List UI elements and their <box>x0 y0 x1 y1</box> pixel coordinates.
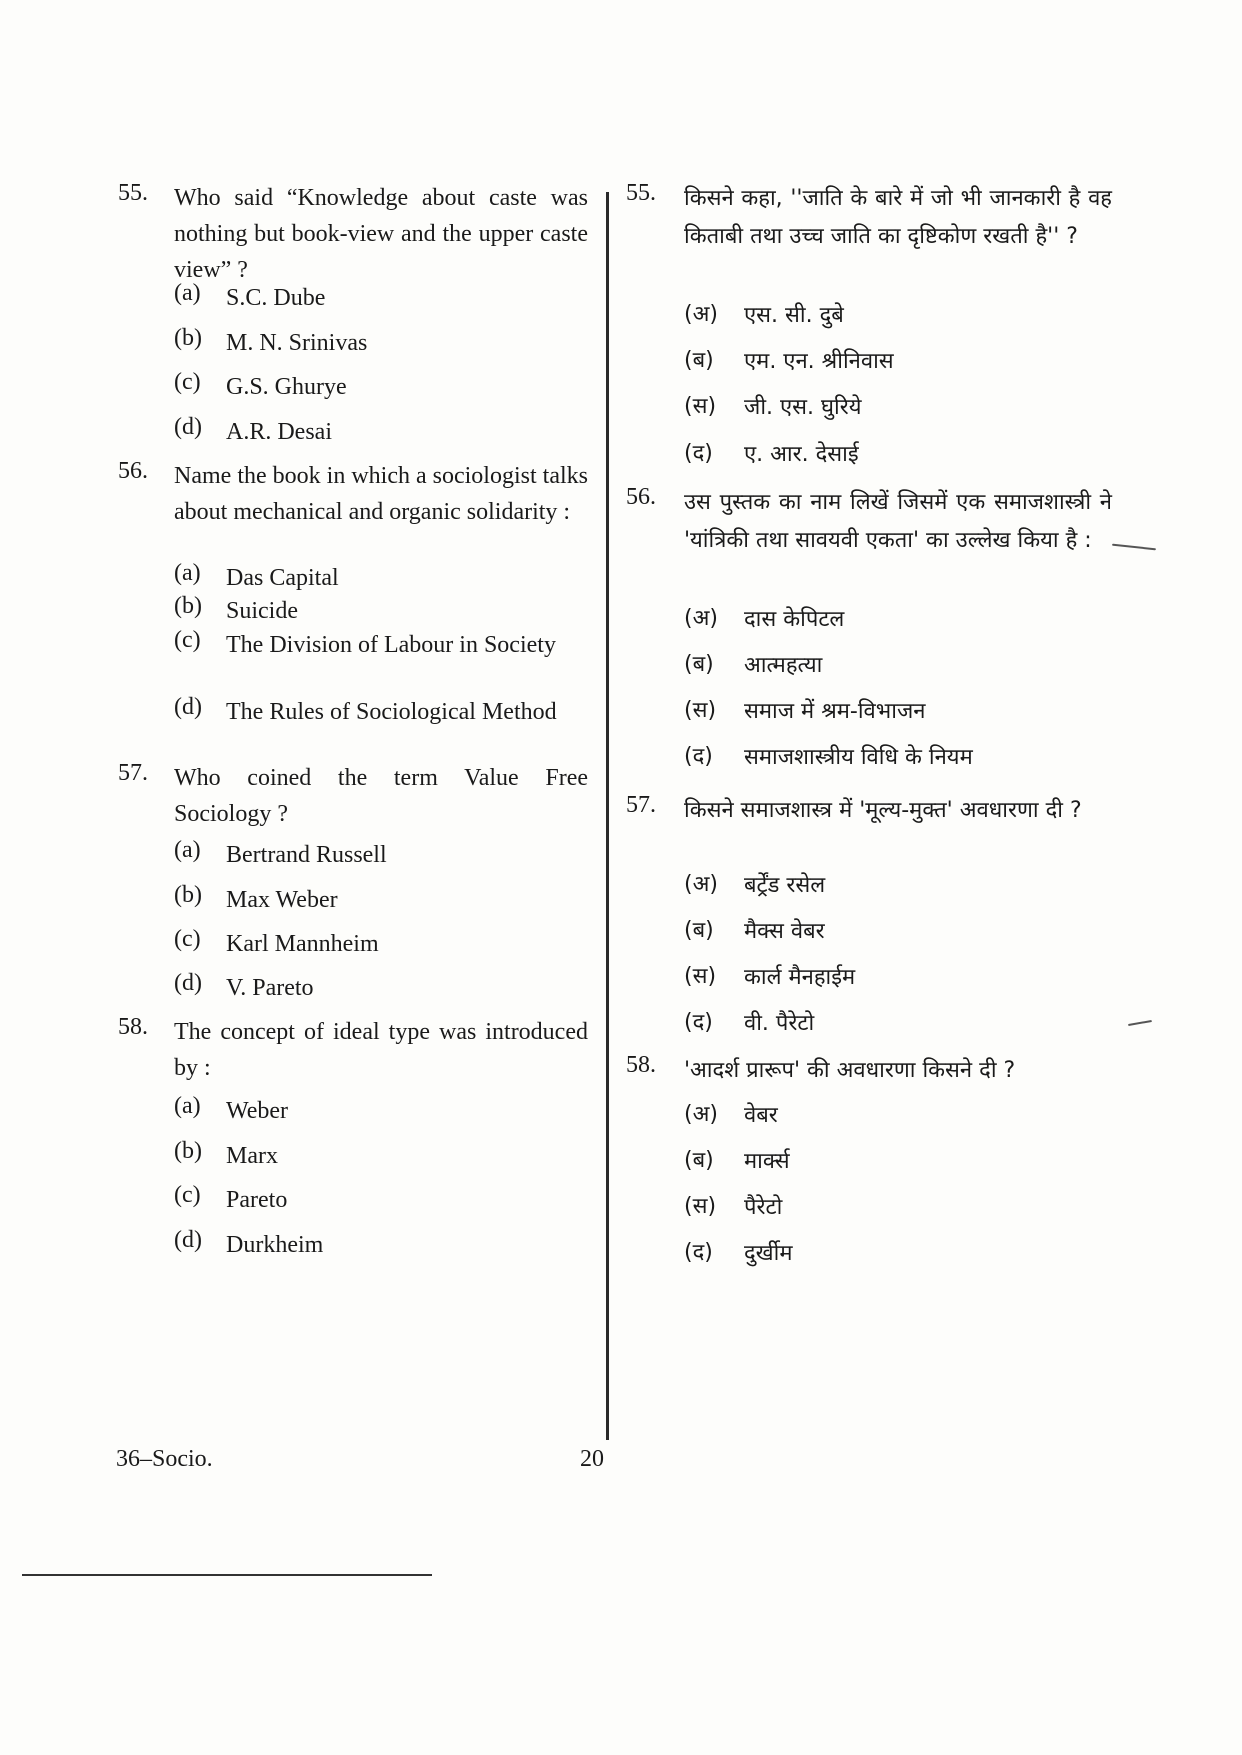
question-text: Who said “Knowledge about caste was nothing but book-view and the upper caste view” ? <box>174 185 588 283</box>
option-text: मैक्स वेबर <box>744 919 825 944</box>
footer-rule <box>22 1574 432 1576</box>
option-text: S.C. Dube <box>226 285 326 311</box>
option-label: (अ) <box>684 606 718 631</box>
option-text: पैरेटो <box>744 1195 783 1220</box>
question-number: 56. <box>626 484 656 510</box>
question-number: 57. <box>118 760 148 786</box>
option-text: The Rules of Sociological Method <box>226 699 557 725</box>
question-text: किसने कहा, ''जाति के बारे में जो भी जानकारी है वह किताबी तथा उच्च जाति का दृष्टिकोण रखती है'' ? <box>684 186 1112 249</box>
option-text: The Division of Labour in Society <box>226 632 556 658</box>
subject-code: 36–Socio. <box>116 1446 213 1472</box>
option-label: (ब) <box>684 652 714 677</box>
option-label: (b) <box>174 882 202 908</box>
option-text: Karl Mannheim <box>226 931 379 957</box>
option-text: जी. एस. घुरिये <box>744 395 862 420</box>
option-label: (b) <box>174 325 202 351</box>
option-label: (स) <box>684 1194 717 1219</box>
option-label: (स) <box>684 394 717 419</box>
option-label: (d) <box>174 414 202 440</box>
question-text: 'आदर्श प्रारूप' की अवधारणा किसने दी ? <box>684 1058 1016 1083</box>
option-label: (ब) <box>684 918 714 943</box>
option-label: (b) <box>174 593 202 619</box>
column-divider <box>606 192 609 1440</box>
option-text: Das Capital <box>226 565 339 591</box>
option-label: (द) <box>684 441 713 466</box>
option-label: (स) <box>684 698 717 723</box>
question-text: किसने समाजशास्त्र में 'मूल्य-मुक्त' अवधारणा दी ? <box>684 798 1082 823</box>
option-label: (a) <box>174 837 201 863</box>
option-label: (ब) <box>684 1148 714 1173</box>
option-text: Marx <box>226 1143 278 1169</box>
page-number: 20 <box>580 1446 604 1472</box>
option-label: (c) <box>174 1182 201 1208</box>
option-text: दास केपिटल <box>744 607 845 632</box>
question-text: उस पुस्तक का नाम लिखें जिसमें एक समाजशास्त्री ने 'यांत्रिकी तथा सावयवी एकता' का उल्लेख किया है : <box>684 490 1112 553</box>
option-text: Suicide <box>226 598 298 624</box>
option-text: M. N. Srinivas <box>226 330 368 356</box>
option-label: (द) <box>684 744 713 769</box>
option-label: (c) <box>174 369 201 395</box>
option-label: (द) <box>684 1240 713 1265</box>
option-text: आत्महत्या <box>744 653 823 678</box>
option-text: Pareto <box>226 1187 288 1213</box>
question-number: 57. <box>626 792 656 818</box>
option-text: ए. आर. देसाई <box>744 442 859 467</box>
option-text: समाजशास्त्रीय विधि के नियम <box>744 745 973 770</box>
option-label: (अ) <box>684 1102 718 1127</box>
option-text: वी. पैरेटो <box>744 1011 815 1036</box>
option-text: एम. एन. श्रीनिवास <box>744 349 894 374</box>
option-label: (a) <box>174 1093 201 1119</box>
question-number: 56. <box>118 458 148 484</box>
option-label: (b) <box>174 1138 202 1164</box>
option-text: वेबर <box>744 1103 778 1128</box>
option-label: (स) <box>684 964 717 989</box>
option-text: A.R. Desai <box>226 419 332 445</box>
option-label: (अ) <box>684 872 718 897</box>
question-number: 58. <box>118 1014 148 1040</box>
question-number: 55. <box>118 180 148 206</box>
option-text: समाज में श्रम-विभाजन <box>744 699 926 724</box>
option-label: (d) <box>174 970 202 996</box>
question-number: 58. <box>626 1052 656 1078</box>
option-text: V. Pareto <box>226 975 314 1001</box>
stray-pen-mark <box>1128 1020 1152 1026</box>
option-text: एस. सी. दुबे <box>744 303 844 328</box>
option-text: कार्ल मैनहाईम <box>744 965 856 990</box>
option-text: Weber <box>226 1098 289 1124</box>
stray-pen-mark <box>1112 544 1156 551</box>
option-text: Max Weber <box>226 887 338 913</box>
question-number: 55. <box>626 180 656 206</box>
option-text: G.S. Ghurye <box>226 374 347 400</box>
option-label: (c) <box>174 926 201 952</box>
option-text: बर्ट्रेंड रसेल <box>744 873 826 898</box>
option-label: (a) <box>174 560 201 586</box>
option-text: Durkheim <box>226 1232 324 1258</box>
option-text: Bertrand Russell <box>226 842 387 868</box>
option-label: (a) <box>174 280 201 306</box>
option-label: (c) <box>174 627 201 653</box>
option-text: दुर्खीम <box>744 1241 793 1266</box>
question-text: Who coined the term Value Free Sociology ? <box>174 765 588 827</box>
question-text: The concept of ideal type was introduced by : <box>174 1019 588 1081</box>
option-label: (द) <box>684 1010 713 1035</box>
option-label: (d) <box>174 694 202 720</box>
question-text: Name the book in which a sociologist talks about mechanical and organic solidarity : <box>174 463 588 525</box>
option-label: (अ) <box>684 302 718 327</box>
option-text: मार्क्स <box>744 1149 790 1174</box>
option-label: (ब) <box>684 348 714 373</box>
option-label: (d) <box>174 1227 202 1253</box>
